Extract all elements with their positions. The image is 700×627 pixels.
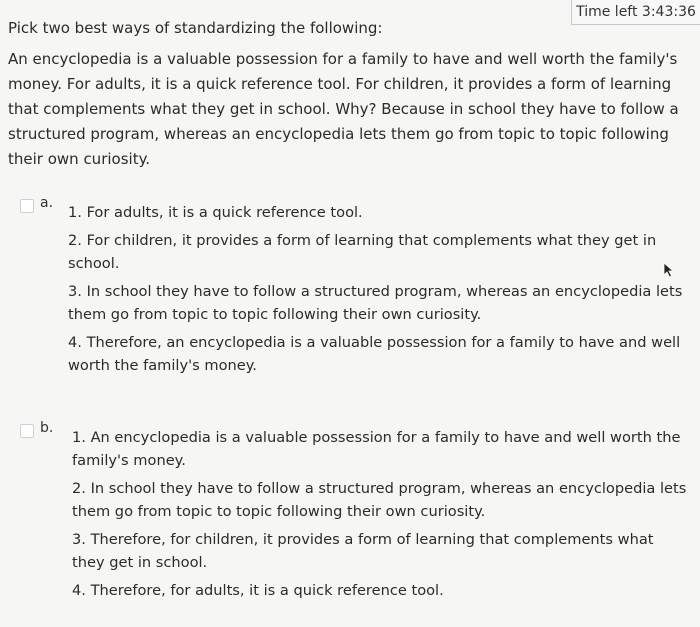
option-a-letter: a. xyxy=(40,195,54,211)
option-a-item-3: 3. In school they have to follow a structured program, whereas an encyclopedia lets them go from topic to topic following their own curiosity. xyxy=(68,283,683,323)
option-b-item-1: 1. An encyclopedia is a valuable possession for a family to have and well worth the family's money. xyxy=(72,429,681,469)
option-b-item-3: 3. Therefore, for children, it provides a form of learning that complements what they get in school. xyxy=(72,531,654,571)
question-prompt: Pick two best ways of standardizing the following: xyxy=(8,19,383,37)
option-a-item-2: 2. For children, it provides a form of learning that complements what they get in school. xyxy=(68,232,657,272)
option-a-checkbox[interactable] xyxy=(20,199,34,213)
question-block xyxy=(8,16,688,172)
mouse-cursor-icon xyxy=(663,262,675,278)
option-b-list xyxy=(72,426,688,607)
question-passage: An encyclopedia is a valuable possession for a family to have and well worth the family's money. For adults, it is a quick reference tool. For children, it provides a form of learning that complements what they get in school. Why? Because in school they have to follow a structured program, whereas an encyclopedia lets them go from topic to topic following their own curiosity. xyxy=(8,50,679,168)
option-b-item-2: 2. In school they have to follow a structured program, whereas an encyclopedia lets them go from topic to topic following their own curiosity. xyxy=(72,480,687,520)
option-b-checkbox[interactable] xyxy=(20,424,34,438)
option-b-letter: b. xyxy=(40,420,54,436)
option-a-list xyxy=(68,201,684,382)
option-a-item-1: 1. For adults, it is a quick reference tool. xyxy=(68,204,363,221)
option-a-item-4: 4. Therefore, an encyclopedia is a valuable possession for a family to have and well worth the family's money. xyxy=(68,334,681,374)
time-left-indicator: Time left 3:43:36 xyxy=(571,0,700,25)
option-b-item-4: 4. Therefore, for adults, it is a quick reference tool. xyxy=(72,582,444,599)
